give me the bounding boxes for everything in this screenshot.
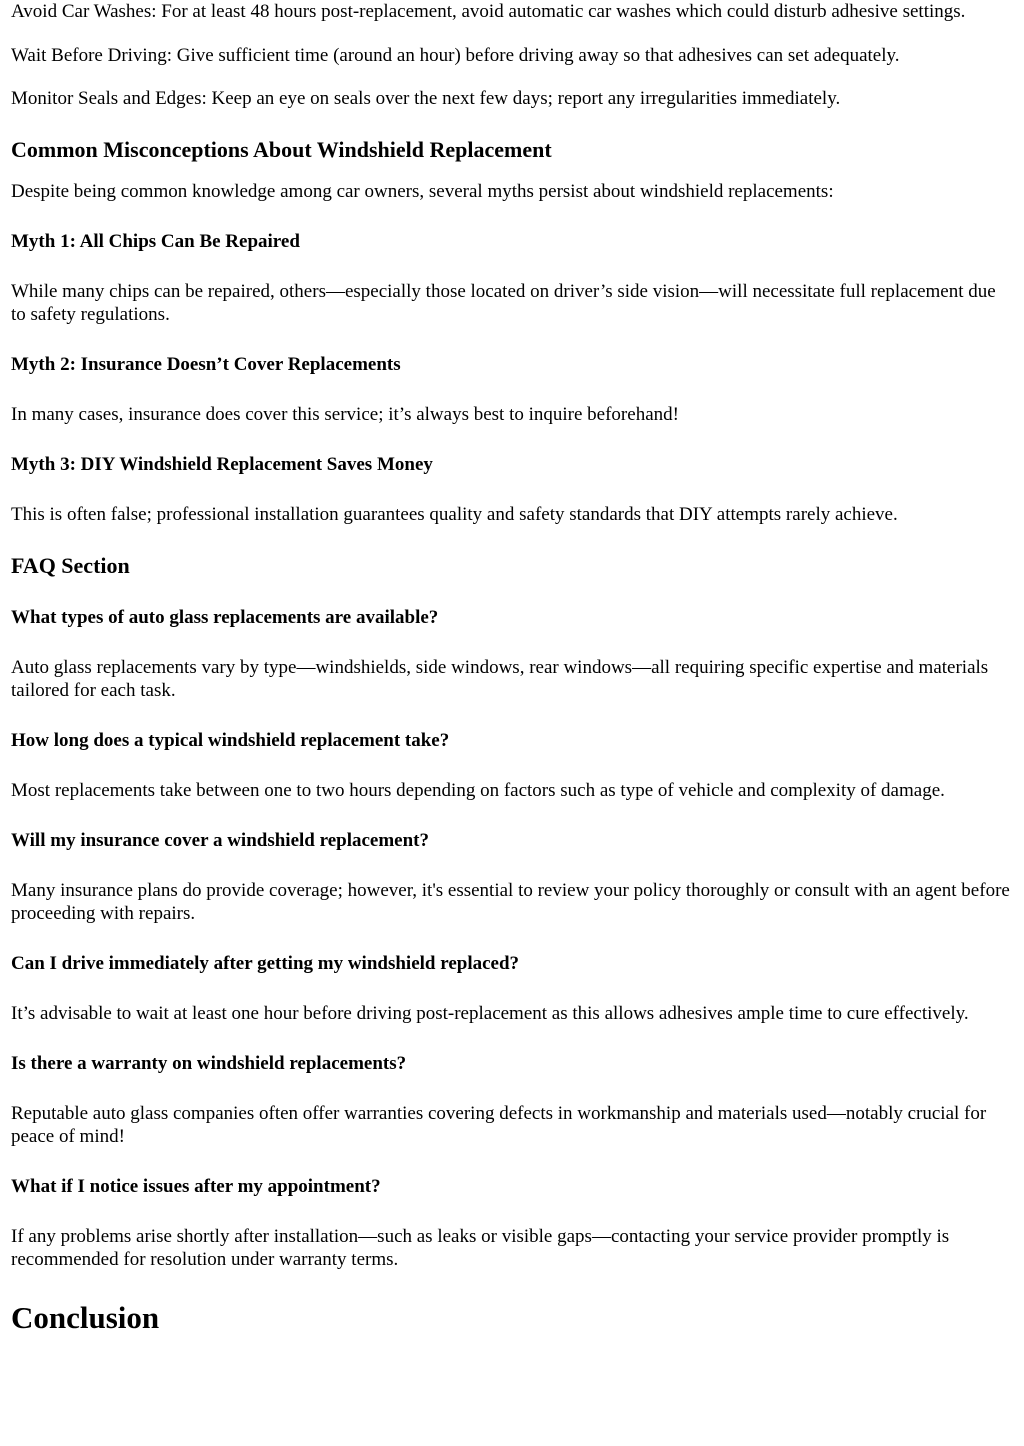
myth-text: In many cases, insurance does cover this service; it’s always best to inquire beforehand! bbox=[11, 404, 679, 425]
myth-text: This is often false; professional installation guarantees quality and safety standards that DIY attempts rarely achieve. bbox=[11, 504, 898, 525]
tip-wait-before-driving: Wait Before Driving: Give sufficient time (around an hour) before driving away so that adhesives can set adequately. bbox=[11, 45, 900, 66]
misconceptions-section bbox=[11, 137, 1014, 526]
myth-title: Myth 3: DIY Windshield Replacement Saves Money bbox=[11, 454, 433, 475]
myth-title: Myth 1: All Chips Can Be Repaired bbox=[11, 231, 300, 252]
misconceptions-heading: Common Misconceptions About Windshield Replacement bbox=[11, 137, 552, 162]
faq-answer: Many insurance plans do provide coverage; however, it's essential to review your policy thoroughly or consult with an agent before proceeding with repairs. bbox=[11, 880, 1010, 924]
conclusion-heading: Conclusion bbox=[11, 1300, 160, 1335]
faq-heading: FAQ Section bbox=[11, 553, 130, 578]
myth-title: Myth 2: Insurance Doesn’t Cover Replacements bbox=[11, 354, 401, 375]
tip-monitor-seals: Monitor Seals and Edges: Keep an eye on seals over the next few days; report any irregularities immediately. bbox=[11, 88, 841, 109]
faq-question: Will my insurance cover a windshield replacement? bbox=[11, 830, 429, 851]
faq-answer: It’s advisable to wait at least one hour before driving post-replacement as this allows adhesives ample time to cure effectively. bbox=[11, 1003, 969, 1024]
faq-question: How long does a typical windshield replacement take? bbox=[11, 730, 450, 751]
faq-question: What if I notice issues after my appointment? bbox=[11, 1176, 381, 1197]
faq-question: Is there a warranty on windshield replacements? bbox=[11, 1053, 407, 1074]
faq-answer: Most replacements take between one to two hours depending on factors such as type of vehicle and complexity of damage. bbox=[11, 780, 945, 801]
faq-question: What types of auto glass replacements are available? bbox=[11, 607, 439, 628]
aftercare-tips bbox=[11, 0, 1014, 110]
faq-answer: If any problems arise shortly after installation—such as leaks or visible gaps—contacting your service provider promptly is recommended for resolution under warranty terms. bbox=[11, 1226, 950, 1270]
faq-answer: Reputable auto glass companies often offer warranties covering defects in workmanship and materials used—notably crucial for peace of mind! bbox=[11, 1103, 987, 1147]
tip-car-washes: Avoid Car Washes: For at least 48 hours post-replacement, avoid automatic car washes which could disturb adhesive settings. bbox=[11, 1, 966, 22]
misconceptions-intro: Despite being common knowledge among car owners, several myths persist about windshield replacements: bbox=[11, 181, 834, 202]
faq-question: Can I drive immediately after getting my windshield replaced? bbox=[11, 953, 520, 974]
myth-text: While many chips can be repaired, others—especially those located on driver’s side vision—will necessitate full replacement due to safety regulations. bbox=[11, 281, 996, 325]
faq-section bbox=[11, 553, 1014, 1271]
faq-answer: Auto glass replacements vary by type—windshields, side windows, rear windows—all requiring specific expertise and materials tailored for each task. bbox=[11, 657, 989, 701]
